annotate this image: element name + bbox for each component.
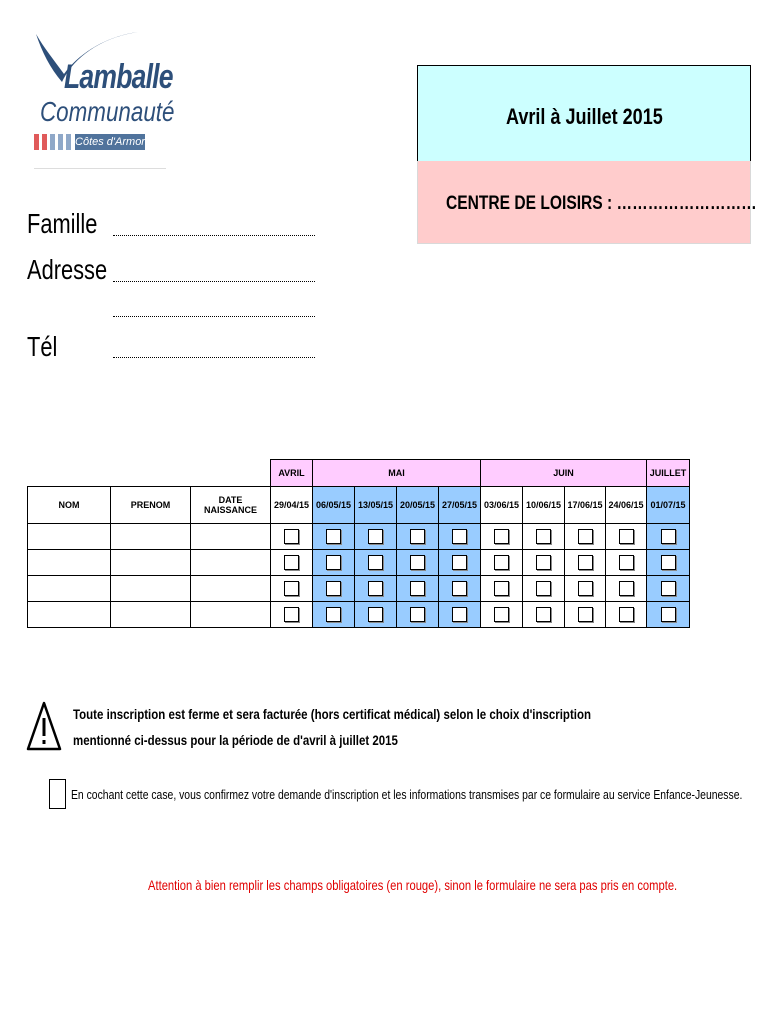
- logo-text-lamballe: Lamballe: [64, 58, 173, 96]
- day-checkbox[interactable]: [452, 529, 467, 544]
- date-header: 13/05/15: [355, 487, 397, 524]
- day-checkbox[interactable]: [578, 555, 593, 570]
- date-naissance-cell[interactable]: [191, 602, 271, 628]
- day-checkbox[interactable]: [578, 607, 593, 622]
- day-checkbox[interactable]: [661, 581, 676, 596]
- date-naissance-cell[interactable]: [191, 576, 271, 602]
- tel-field[interactable]: [113, 357, 315, 358]
- tel-label: Tél: [27, 331, 58, 362]
- logo-text-communaute: Communauté: [40, 96, 175, 127]
- day-checkbox[interactable]: [494, 581, 509, 596]
- logo-stripe: [42, 134, 47, 150]
- centre-box: [417, 161, 757, 244]
- prenom-cell[interactable]: [111, 576, 191, 602]
- adresse-label: Adresse: [27, 254, 108, 285]
- date-header: 24/06/15: [606, 487, 647, 524]
- prenom-cell[interactable]: [111, 550, 191, 576]
- day-checkbox[interactable]: [619, 555, 634, 570]
- nom-cell[interactable]: [28, 550, 111, 576]
- day-checkbox[interactable]: [452, 581, 467, 596]
- table-row: [28, 550, 690, 576]
- month-juillet: JUILLET: [647, 460, 690, 487]
- period-title: Avril à Juillet 2015: [506, 104, 663, 129]
- confirm-checkbox[interactable]: [49, 779, 66, 809]
- date-header: 10/06/15: [523, 487, 565, 524]
- date-header: 27/05/15: [439, 487, 481, 524]
- day-checkbox[interactable]: [410, 529, 425, 544]
- table-row: [28, 576, 690, 602]
- day-checkbox[interactable]: [661, 555, 676, 570]
- warning-text-line2: mentionné ci-dessus pour la période de d'avril à juillet 2015: [73, 732, 398, 748]
- day-checkbox[interactable]: [284, 607, 299, 622]
- date-header: 03/06/15: [481, 487, 523, 524]
- day-checkbox[interactable]: [536, 581, 551, 596]
- day-checkbox[interactable]: [494, 555, 509, 570]
- centre-label: CENTRE DE LOISIRS : ………………………: [446, 193, 757, 214]
- prenom-cell[interactable]: [111, 602, 191, 628]
- day-checkbox[interactable]: [619, 607, 634, 622]
- day-checkbox[interactable]: [619, 529, 634, 544]
- naissance-label: NAISSANCE: [203, 505, 257, 515]
- day-checkbox[interactable]: [326, 529, 341, 544]
- date-header: 01/07/15: [647, 487, 690, 524]
- table-row: [28, 524, 690, 550]
- nom-cell[interactable]: [28, 602, 111, 628]
- date-header: 17/06/15: [565, 487, 606, 524]
- warning-text-line1: Toute inscription est ferme et sera facturée (hors certificat médical) selon le choix d'inscription: [73, 706, 591, 722]
- column-date-naissance: [191, 487, 271, 524]
- date-header: 29/04/15: [271, 487, 313, 524]
- nom-cell[interactable]: [28, 576, 111, 602]
- logo-tagline: Côtes d'Armor: [75, 136, 145, 148]
- month-juin: JUIN: [481, 460, 647, 487]
- day-checkbox[interactable]: [326, 555, 341, 570]
- attention-text: Attention à bien remplir les champs obligatoires (en rouge), sinon le formulaire ne sera pas pris en compte.: [148, 877, 678, 893]
- day-checkbox[interactable]: [326, 581, 341, 596]
- month-mai: MAI: [313, 460, 481, 487]
- date-label: DATE: [218, 495, 243, 505]
- day-checkbox[interactable]: [452, 607, 467, 622]
- column-nom: NOM: [28, 487, 111, 524]
- table-row: [28, 602, 690, 628]
- day-checkbox[interactable]: [368, 581, 383, 596]
- day-checkbox[interactable]: [326, 607, 341, 622]
- day-checkbox[interactable]: [368, 555, 383, 570]
- day-checkbox[interactable]: [410, 607, 425, 622]
- day-checkbox[interactable]: [661, 607, 676, 622]
- day-checkbox[interactable]: [452, 555, 467, 570]
- date-header: 20/05/15: [397, 487, 439, 524]
- nom-cell[interactable]: [28, 524, 111, 550]
- logo-stripe: [34, 134, 39, 150]
- logo-stripe: [58, 134, 63, 150]
- day-checkbox[interactable]: [661, 529, 676, 544]
- prenom-cell[interactable]: [111, 524, 191, 550]
- day-checkbox[interactable]: [368, 529, 383, 544]
- column-prenom: PRENOM: [111, 487, 191, 524]
- adresse-field-line1[interactable]: [113, 281, 315, 282]
- day-checkbox[interactable]: [368, 607, 383, 622]
- day-checkbox[interactable]: [494, 607, 509, 622]
- famille-label: Famille: [27, 208, 98, 239]
- day-checkbox[interactable]: [494, 529, 509, 544]
- day-checkbox[interactable]: [536, 555, 551, 570]
- period-box: [417, 65, 751, 162]
- day-checkbox[interactable]: [410, 555, 425, 570]
- famille-field[interactable]: [113, 235, 315, 236]
- day-checkbox[interactable]: [578, 581, 593, 596]
- logo-stripe: [50, 134, 55, 150]
- day-checkbox[interactable]: [536, 529, 551, 544]
- date-naissance-cell[interactable]: [191, 524, 271, 550]
- confirm-text: En cochant cette case, vous confirmez votre demande d'inscription et les informations transmises par ce formulaire au service Enfance-Jeunesse.: [71, 787, 743, 802]
- adresse-field-line2[interactable]: [113, 316, 315, 317]
- day-checkbox[interactable]: [284, 529, 299, 544]
- registration-table: [27, 459, 690, 628]
- month-avril: AVRIL: [271, 460, 313, 487]
- logo-divider: [34, 168, 166, 169]
- date-header: 06/05/15: [313, 487, 355, 524]
- day-checkbox[interactable]: [284, 555, 299, 570]
- day-checkbox[interactable]: [536, 607, 551, 622]
- date-naissance-cell[interactable]: [191, 550, 271, 576]
- day-checkbox[interactable]: [410, 581, 425, 596]
- logo-stripe: [66, 134, 71, 150]
- day-checkbox[interactable]: [284, 581, 299, 596]
- day-checkbox[interactable]: [578, 529, 593, 544]
- warning-icon: [26, 700, 62, 752]
- day-checkbox[interactable]: [619, 581, 634, 596]
